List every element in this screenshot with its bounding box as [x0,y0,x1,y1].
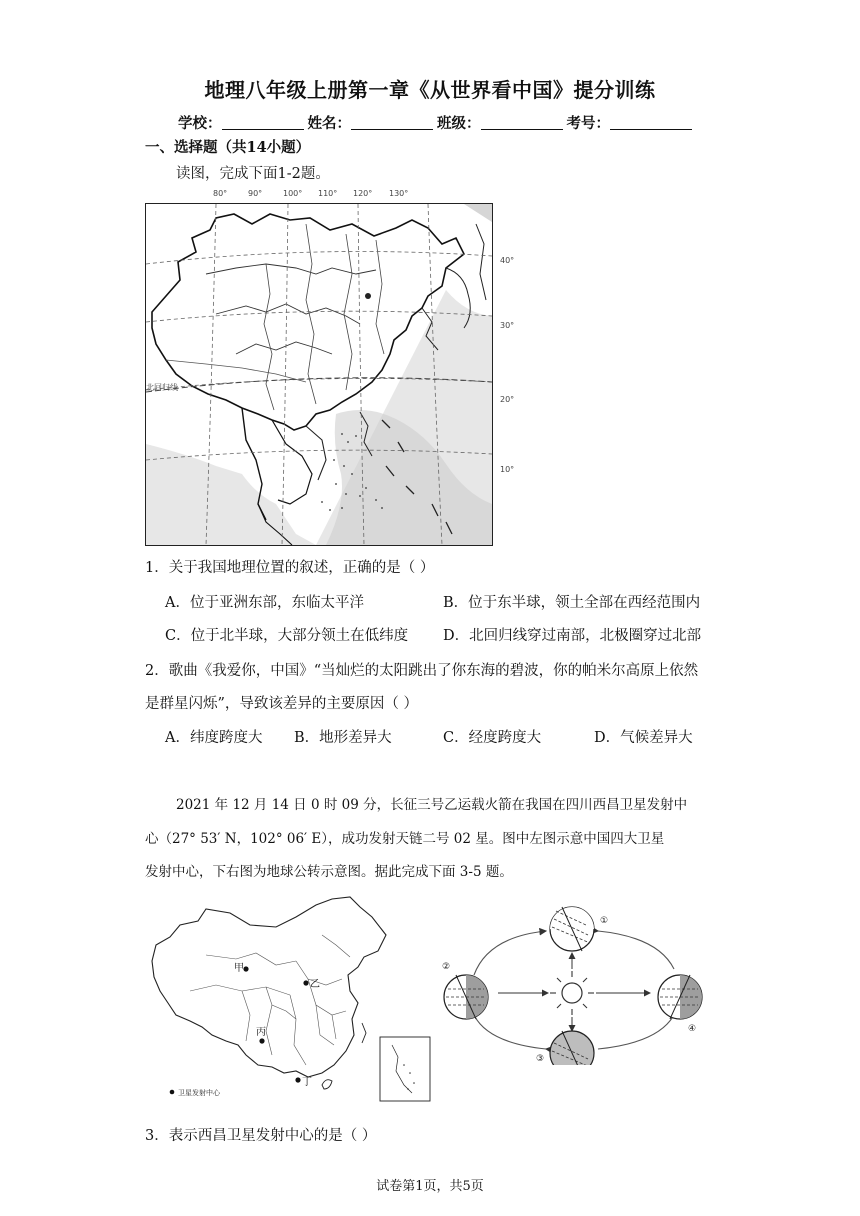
section-title: 一、选择题（共14小题） [145,139,311,156]
name-label: 姓名： [307,115,351,132]
lon-label: 130° [389,189,409,198]
q1-stem: 1．关于我国地理位置的叙述，正确的是（ ） [145,560,435,576]
label-bing: 丙 [256,1027,266,1038]
school-blank[interactable] [222,115,304,130]
china-launch-centers-map [146,895,446,1105]
q1-option-a[interactable]: A．位于亚洲东部，东临太平洋 [165,595,364,611]
label-yi: 乙 [310,979,320,990]
name-blank[interactable] [351,115,433,130]
q1-option-b[interactable]: B．位于东半球，领土全部在西经范围内 [443,595,701,611]
orbit-label-4: ④ [688,1024,697,1034]
label-ding: 丁 [302,1077,312,1088]
q2-stem-line1: 2．歌曲《我爱你，中国》“当灿烂的太阳跳出了你东海的碧波，你的帕米尔高原上依然 [145,663,699,679]
china-map-graphic [146,895,446,1105]
orbit-label-3: ③ [536,1054,545,1064]
east-asia-map-graphic [146,204,492,545]
label-jia: 甲 [234,963,244,974]
class-label: 班级： [437,115,481,132]
passage-line2: 心（27° 53′ N，102° 06′ E），成功发射天链二号 02 星。图中左图示意中国四大卫星 [145,831,665,847]
lat-label: 10° [500,465,515,474]
q2-option-a[interactable]: A．纬度跨度大 [165,730,263,746]
lon-label: 110° [318,189,338,198]
student-info-row [178,112,696,133]
q1-option-c[interactable]: C．位于北半球，大部分领土在低纬度 [165,628,409,644]
q2-option-d[interactable]: D．气候差异大 [594,730,693,746]
lon-label: 100° [283,189,303,198]
q3-stem: 3．表示西昌卫星发射中心的是（ ） [145,1128,377,1144]
orbit-graphic [438,905,710,1065]
lon-label: 120° [353,189,373,198]
q2-option-c[interactable]: C．经度跨度大 [443,730,542,746]
intro-1-2: 读图，完成下面1-2题。 [176,166,330,182]
legend-label: 卫星发射中心 [178,1089,220,1097]
passage-line1: 2021 年 12 月 14 日 0 时 09 分，长征三号乙运载火箭在我国在四川西昌卫星发射中 [176,797,688,813]
passage-line3: 发射中心，下右图为地球公转示意图。据此完成下面 3-5 题。 [145,864,513,880]
east-asia-map [145,203,493,546]
q2-stem-line2: 是群星闪烁”，导致该差异的主要原因（ ） [145,696,419,712]
number-label: 考号： [566,115,610,132]
lon-label: 80° [213,189,228,198]
lat-label: 20° [500,395,515,404]
earth-orbit-diagram [438,905,710,1065]
tropic-label: 北回归线 [146,383,178,392]
q2-option-b[interactable]: B．地形差异大 [294,730,392,746]
q1-option-d[interactable]: D．北回归线穿过南部，北极圈穿过北部 [443,628,702,644]
orbit-label-1: ① [600,916,609,926]
class-blank[interactable] [481,115,563,130]
orbit-label-2: ② [442,962,451,972]
school-label: 学校： [178,115,222,132]
page-footer: 试卷第1页，共5页 [376,1179,484,1194]
lat-label: 30° [500,321,515,330]
lon-label: 90° [248,189,263,198]
number-blank[interactable] [610,115,692,130]
page-title: 地理八年级上册第一章《从世界看中国》提分训练 [204,78,656,102]
lat-label: 40° [500,256,515,265]
